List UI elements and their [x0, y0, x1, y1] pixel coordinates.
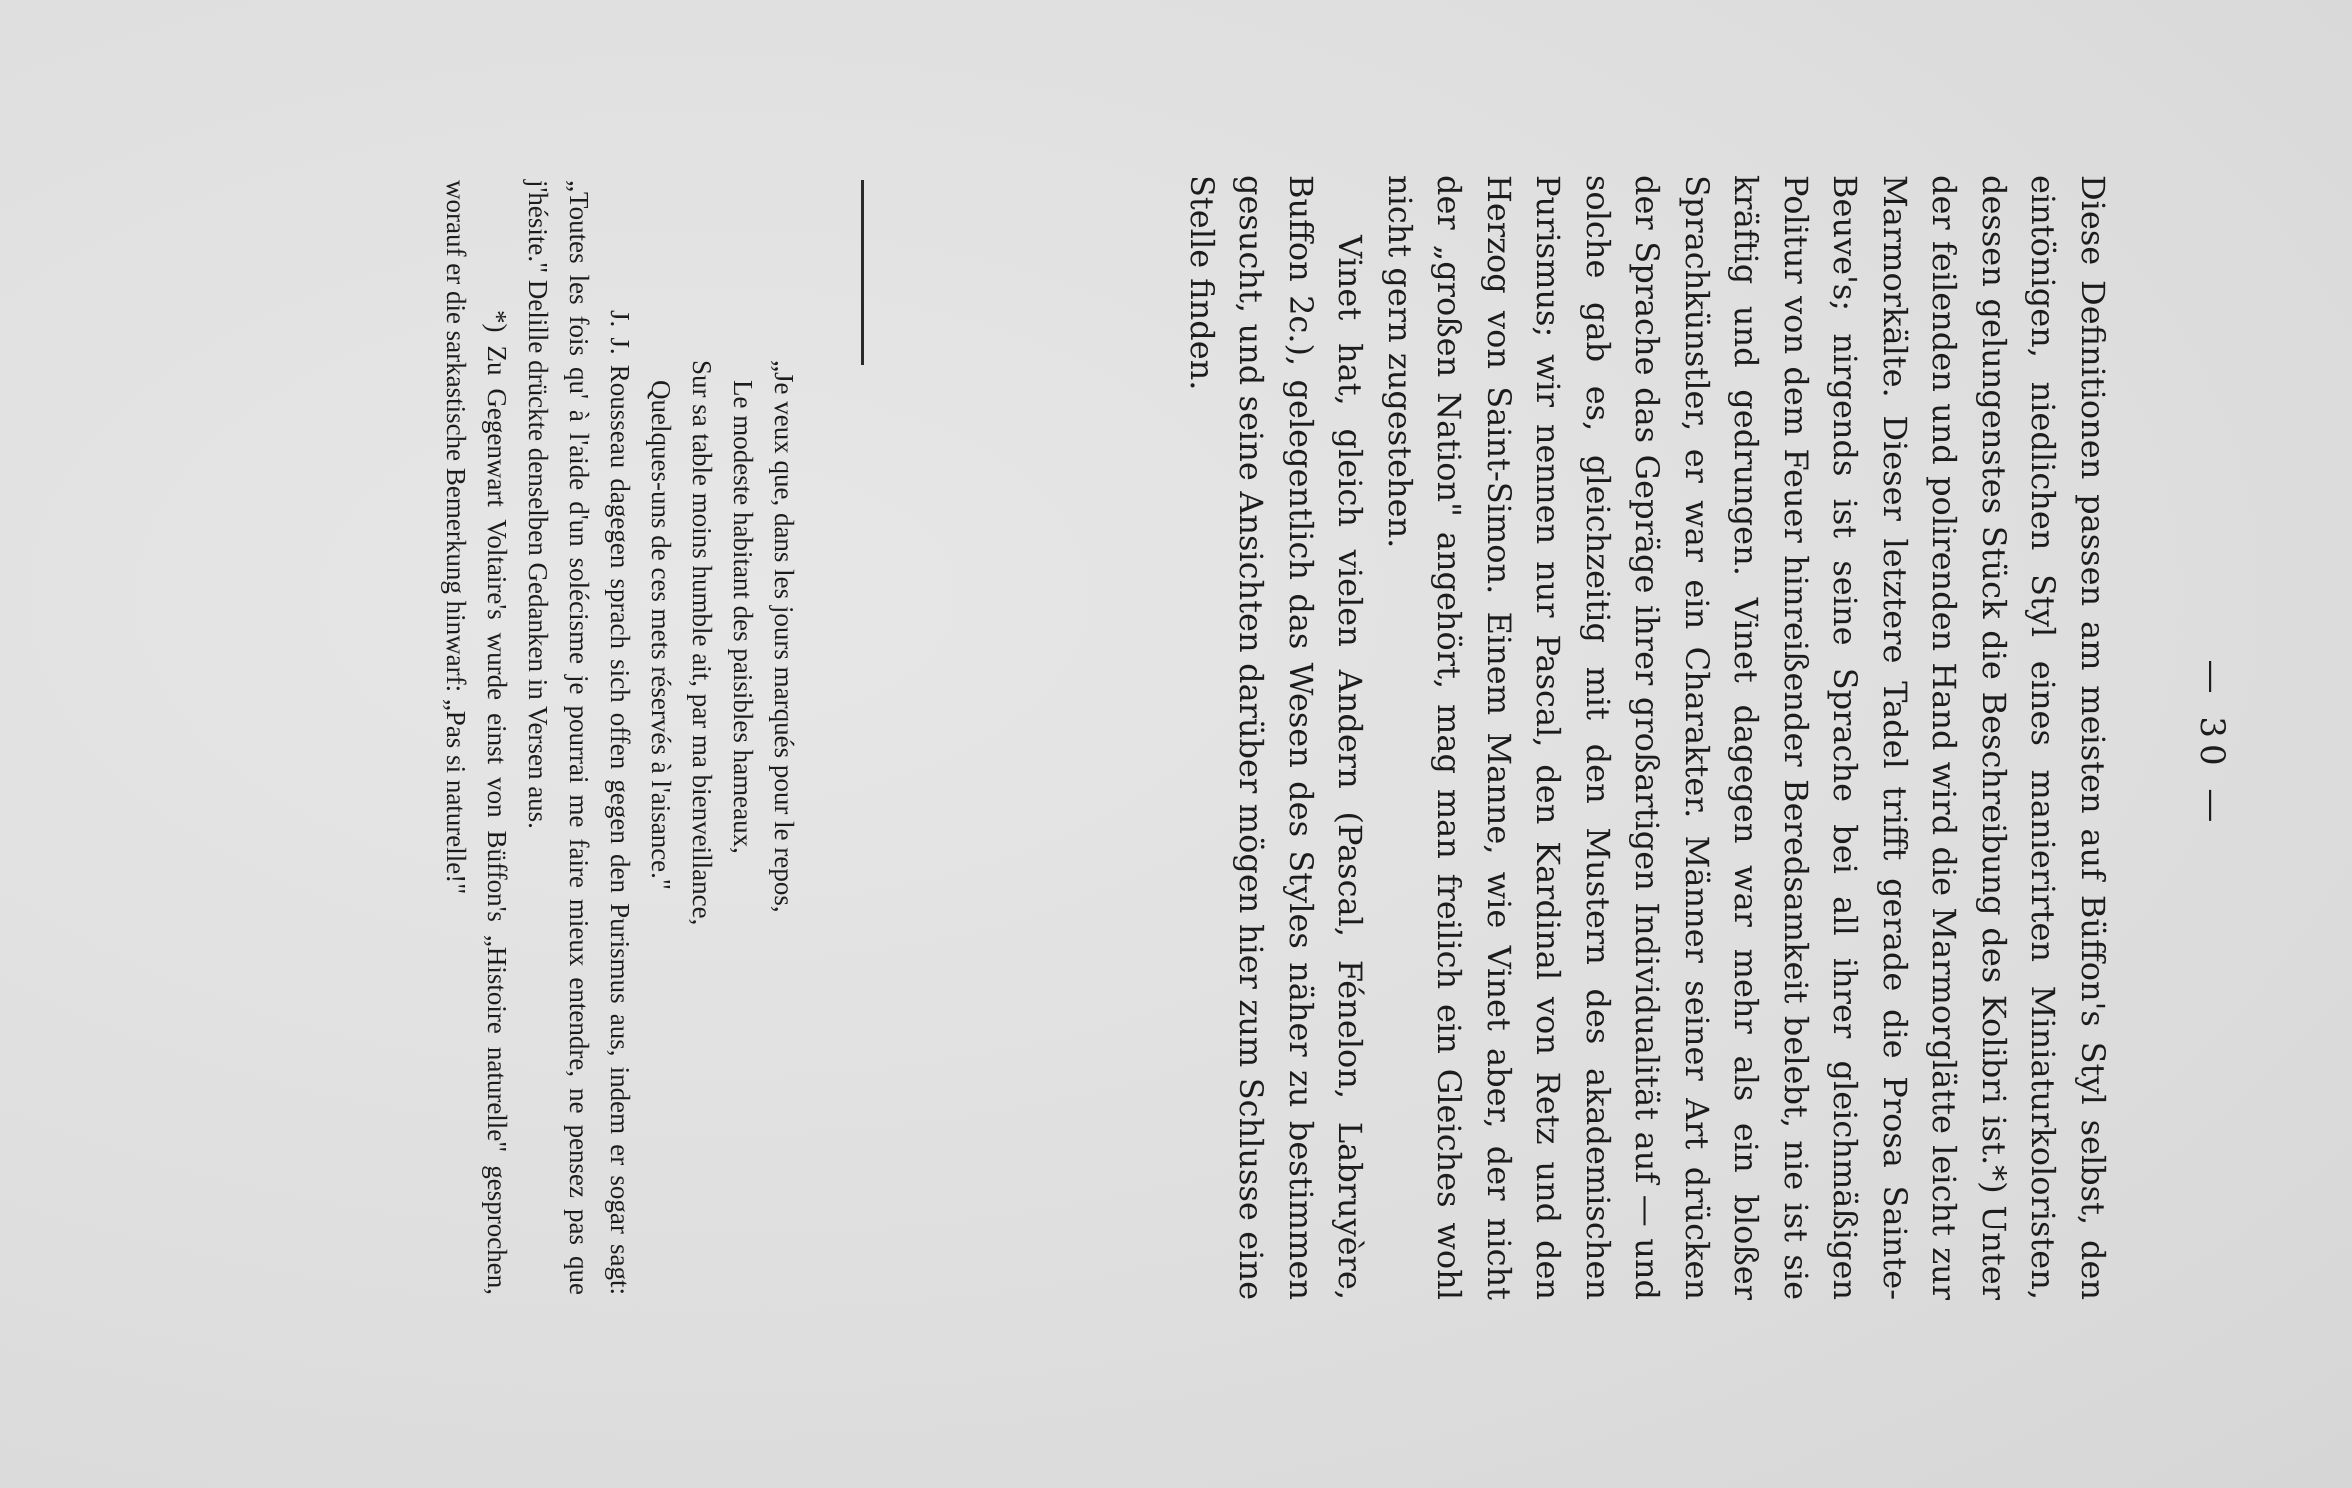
poem-line: Sur sa table moins humble ait, par ma bienveillance,	[687, 360, 717, 926]
poem-line: Quelques-uns de ces mets réservés à l'aisance."	[646, 380, 676, 890]
footnote-area	[435, 180, 804, 1295]
quoted-poem	[640, 180, 804, 1295]
footnote-paragraph: *) Zu Gegenwart Voltaire's wurde einst von Büffon's „Histoire naturelle" gesprochen, worauf er die sarkastische Bemerkung hinwarf: „Pas si naturelle!"	[441, 180, 512, 1295]
paragraph-2: Vinet hat, gleich vielen Andern (Pascal, Fénelon, Labruyère, Buffon 2c.), gelegentlich das Wesen des Styles näher zu bestimmen gesucht, und seine Ansichten darüber mögen hier zum Schlusse eine Stelle finden.	[1183, 175, 1370, 1300]
poem-line: Le modeste habitant des paisibles hameaux,	[728, 380, 758, 854]
footnote-paragraph: J. J. Rousseau dagegen sprach sich offen gegen den Purismus aus, indem er sogar sagt: „Toutes les fois qu' à l'aide d'un solécisme je pourrai me faire mieux entendre, ne pensez pas que j'hésite." Delille drückte denselben Gedanken in Versen aus.	[523, 180, 635, 1295]
main-text	[1177, 175, 2118, 1300]
footnote-separator	[861, 180, 864, 365]
page-number: — 30 —	[2192, 659, 2232, 829]
poem-line: „Je veux que, dans les jours marqués pour le repos,	[769, 360, 799, 913]
paragraph-1: Diese Definitionen passen am meisten auf Büffon's Styl selbst, den eintönigen, niedlichen Styl eines manierirten Miniaturkoloristen, dessen gelungenstes Stück die Beschreibung des Kolibri ist.*) Unter der feilenden und polirenden Hand wird die Marmorglätte leicht zur Marmorkälte. Dieser letztere Tadel trifft gerade die Prosa Sainte-Beuve's; nirgends ist seine Sprache bei all ihrer gleichmäßigen Politur von dem Feuer hinreißender Beredsamkeit belebt, nie ist sie kräftig und gedrungen. Vinet dagegen war mehr als ein bloßer Sprachkünstler, er war ein Charakter. Männer seiner Art drücken der Sprache das Gepräge ihrer großartigen Individualität auf — und solche gab es, gleichzeitig mit den Mustern des akademischen Purismus; wir nennen nur Pascal, den Kardinal von Retz und den Herzog von Saint-Simon. Einem Manne, wie Vinet aber, der nicht der „großen Nation" angehört, mag man freilich ein Gleiches wohl nicht gern zugestehen.	[1381, 175, 2112, 1300]
